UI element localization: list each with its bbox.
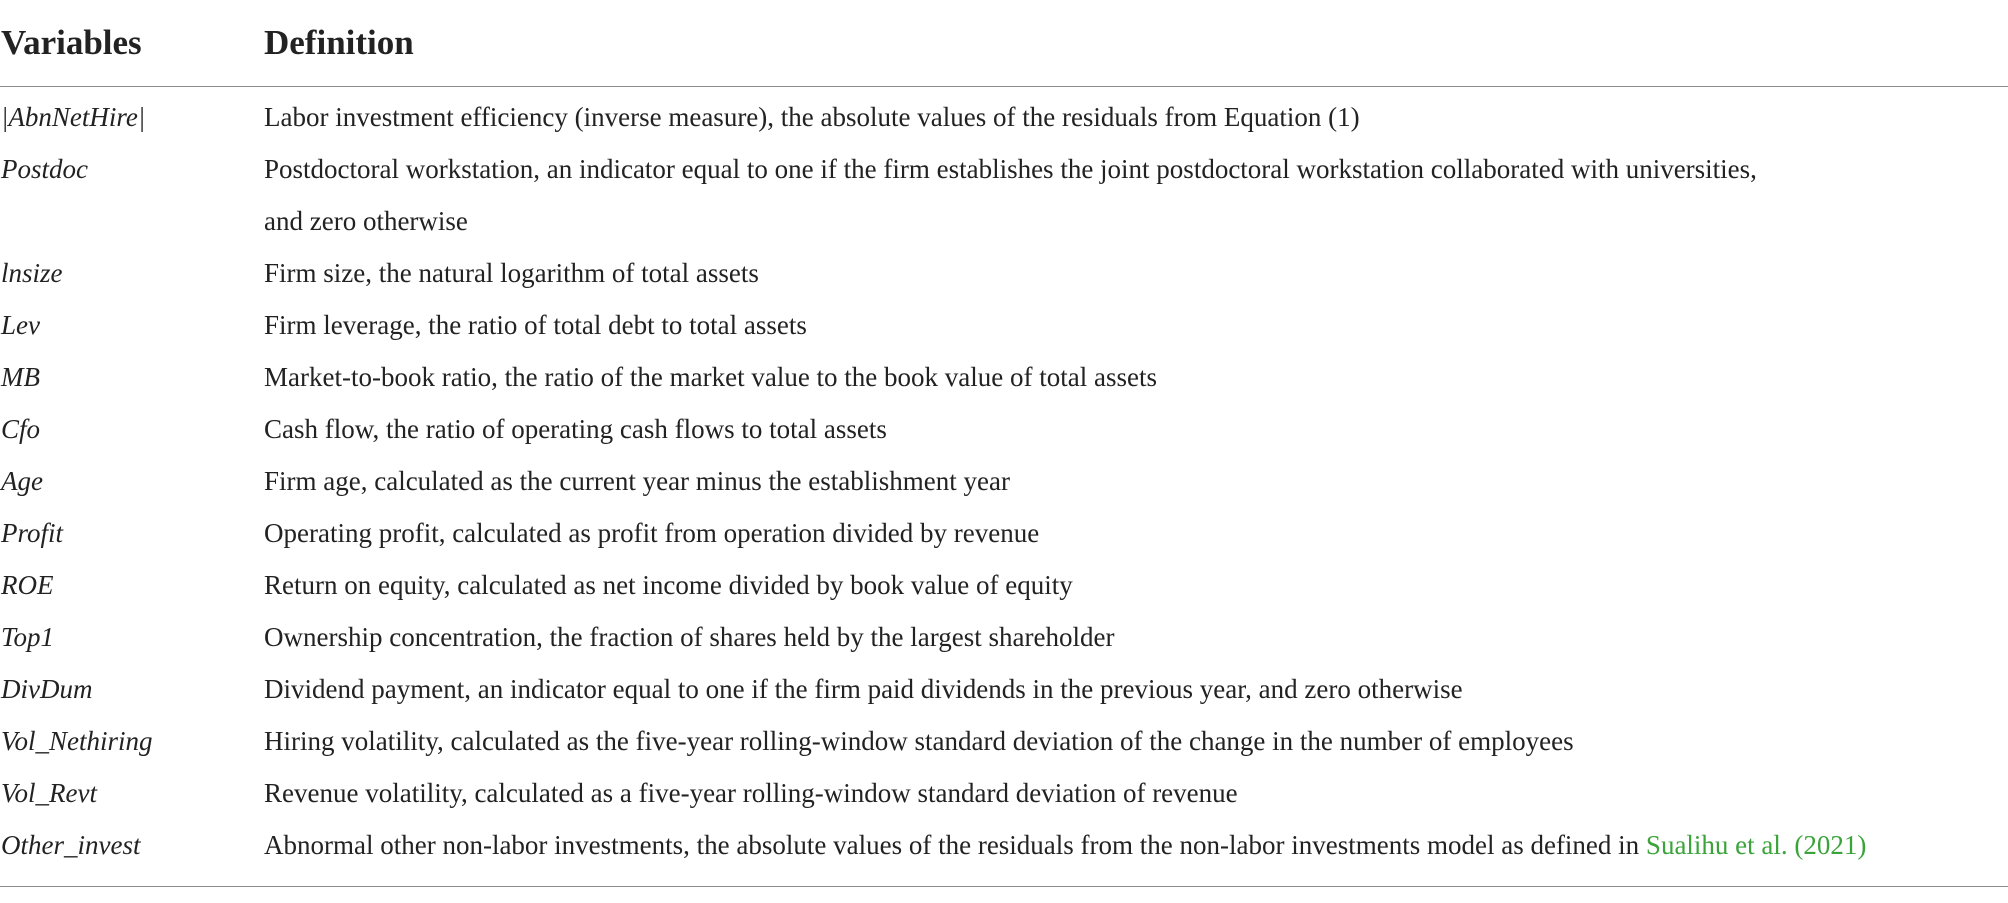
variable-name: Top1 <box>1 622 55 652</box>
header-variables: Variables <box>1 23 142 62</box>
variable-name: lnsize <box>1 258 63 288</box>
variable-name: Vol_Nethiring <box>1 726 153 756</box>
variable-definition: Firm age, calculated as the current year minus the establishment year <box>264 466 1010 496</box>
citation-link[interactable]: Sualihu et al. (2021) <box>1645 830 1867 860</box>
variable-definition: Operating profit, calculated as profit from operation divided by revenue <box>264 518 1040 548</box>
variable-name: Cfo <box>1 414 41 444</box>
table-row <box>0 767 2008 819</box>
table-row <box>0 819 2008 871</box>
variable-definition: Market-to-book ratio, the ratio of the market value to the book value of total assets <box>264 362 1157 392</box>
variable-definition: Dividend payment, an indicator equal to one if the firm paid dividends in the previous year, and zero otherwise <box>264 674 1463 704</box>
table-row <box>0 143 2008 247</box>
variable-name: Lev <box>1 310 40 340</box>
variable-definition: Return on equity, calculated as net income divided by book value of equity <box>264 570 1073 600</box>
variable-definition <box>264 819 2004 871</box>
table-row <box>0 247 2008 299</box>
header-definition: Definition <box>264 23 414 62</box>
variable-name: Vol_Revt <box>1 778 97 808</box>
variable-name: MB <box>1 362 40 392</box>
table-row <box>0 559 2008 611</box>
table-row <box>0 663 2008 715</box>
definition-line: Postdoctoral workstation, an indicator equal to one if the firm establishes the joint postdoctoral workstation collaborated with universities, <box>264 154 1757 184</box>
variable-name: Profit <box>1 518 64 548</box>
variable-name: |AbnNetHire| <box>1 102 146 132</box>
variable-name: Age <box>1 466 43 496</box>
variable-definition: Hiring volatility, calculated as the five-year rolling-window standard deviation of the change in the number of employees <box>264 726 1574 756</box>
variable-definition: Firm leverage, the ratio of total debt to total assets <box>264 310 807 340</box>
table-row <box>0 715 2008 767</box>
variable-name: Postdoc <box>1 154 88 184</box>
variable-definition: Revenue volatility, calculated as a five-year rolling-window standard deviation of revenue <box>264 778 1238 808</box>
table-body <box>0 91 2008 871</box>
variable-definition: Ownership concentration, the fraction of shares held by the largest shareholder <box>264 622 1115 652</box>
table-row <box>0 455 2008 507</box>
variable-definition <box>264 143 2004 247</box>
table-row <box>0 299 2008 351</box>
table-row <box>0 507 2008 559</box>
definition-line-continued: and zero otherwise <box>264 206 468 236</box>
header-divider <box>0 86 2008 87</box>
table-row <box>0 611 2008 663</box>
table-row <box>0 403 2008 455</box>
table-row <box>0 91 2008 143</box>
variable-name: Other_invest <box>1 830 141 860</box>
table-row <box>0 351 2008 403</box>
variable-name: DivDum <box>1 674 93 704</box>
table-bottom-rule <box>0 886 2008 887</box>
variable-definition: Firm size, the natural logarithm of total assets <box>264 258 759 288</box>
definition-text: Abnormal other non-labor investments, the absolute values of the residuals from the non-labor investments model as defined in <box>264 830 1646 860</box>
table-header-row <box>0 18 2008 68</box>
variable-name: ROE <box>1 570 54 600</box>
variable-definition: Labor investment efficiency (inverse measure), the absolute values of the residuals from Equation (1) <box>264 102 1360 132</box>
variable-definition: Cash flow, the ratio of operating cash flows to total assets <box>264 414 887 444</box>
